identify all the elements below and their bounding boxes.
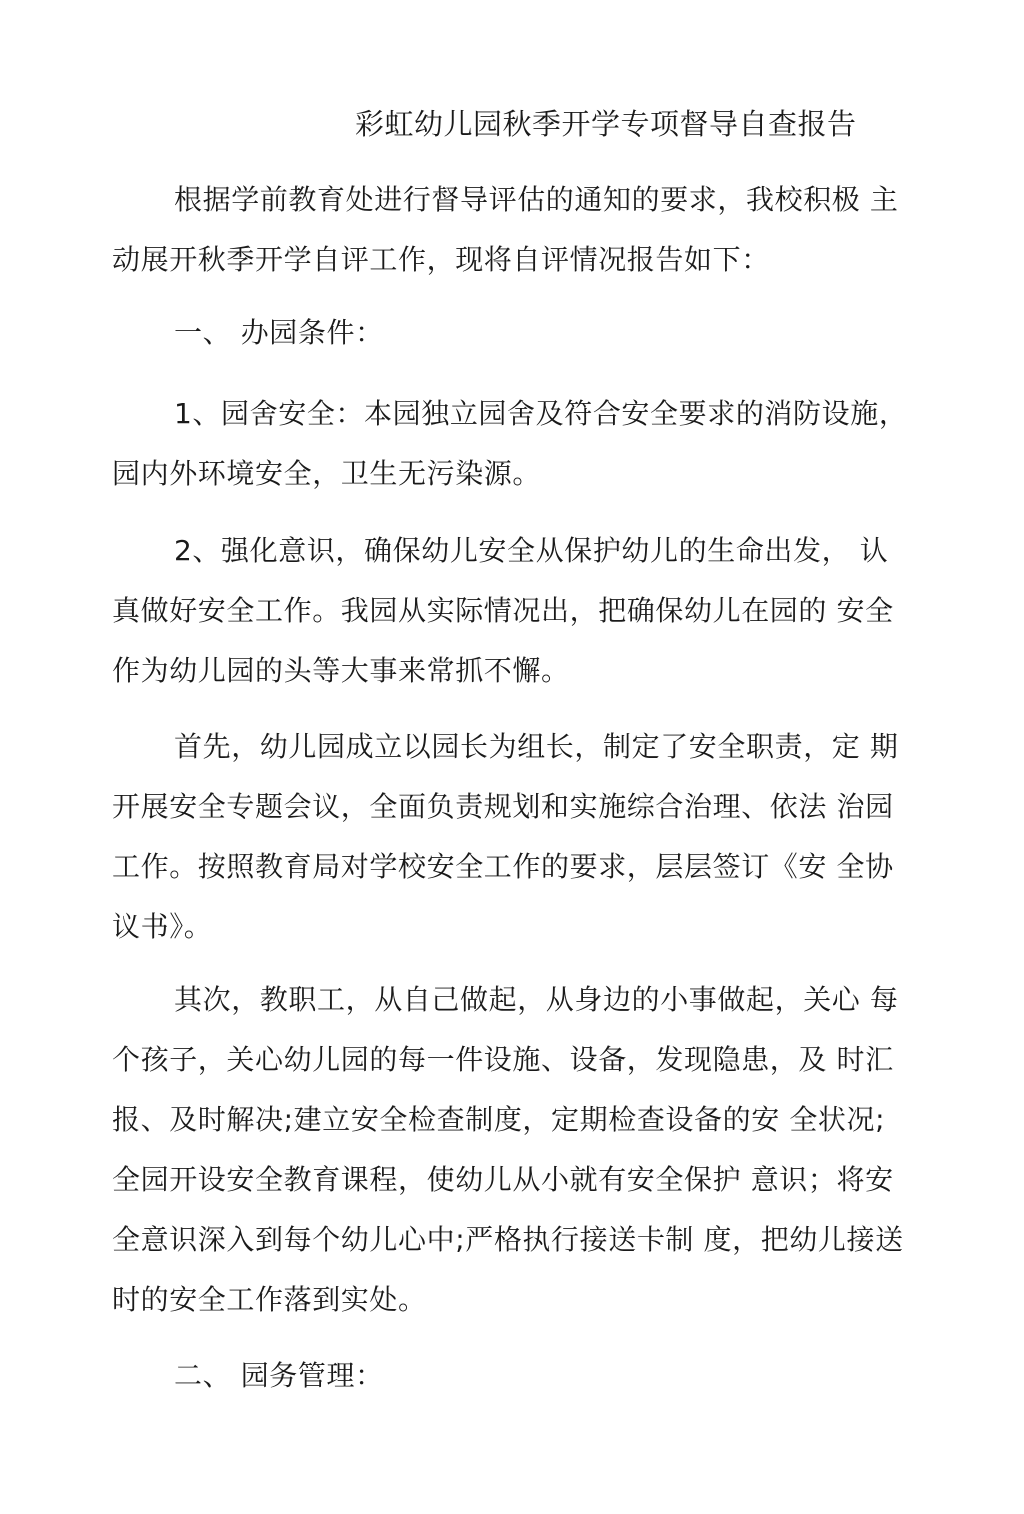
intro-paragraph: 根据学前教育处进行督导评估的通知的要求，我校积极 主动展开秋季开学自评工作，现将自评情况报告如下： xyxy=(112,183,899,276)
paragraph-first: 首先，幼儿园成立以园长为组长，制定了安全职责，定 期开展安全专题会议，全面负责规划和实施综合治理、依法 治园工作。按照教育局对学校安全工作的要求，层层签订《安 全协议书》。 xyxy=(112,730,899,943)
section-heading-conditions: 一、 办园条件： xyxy=(174,316,384,349)
paragraph-item-1: 1、园舍安全：本园独立园舍及符合安全要求的消防设施，园内外环境安全，卫生无污染源。 xyxy=(112,397,908,490)
paragraph-item-2: 2、强化意识，确保幼儿安全从保护幼儿的生命出发， 认真做好安全工作。我园从实际情况出，把确保幼儿在园的 安全作为幼儿园的头等大事来常抓不懈。 xyxy=(112,534,894,687)
document-title: 彩虹幼儿园秋季开学专项督导自查报告 xyxy=(355,107,857,141)
paragraph-second: 其次，教职工，从自己做起，从身边的小事做起，关心 每个孩子，关心幼儿园的每一件设施、设备，发现隐患，及 时汇报、及时解决;建立安全检查制度，定期检查设备的安 全状况;全园开设安全教育课程，使幼儿从小就有安全保护 意识；将安全意识深入到每个幼儿心中;严格执行接送卡制 度，把幼儿接送时的安全工作落到实处。 xyxy=(112,983,904,1316)
section-heading-management: 二、 园务管理： xyxy=(174,1359,384,1392)
